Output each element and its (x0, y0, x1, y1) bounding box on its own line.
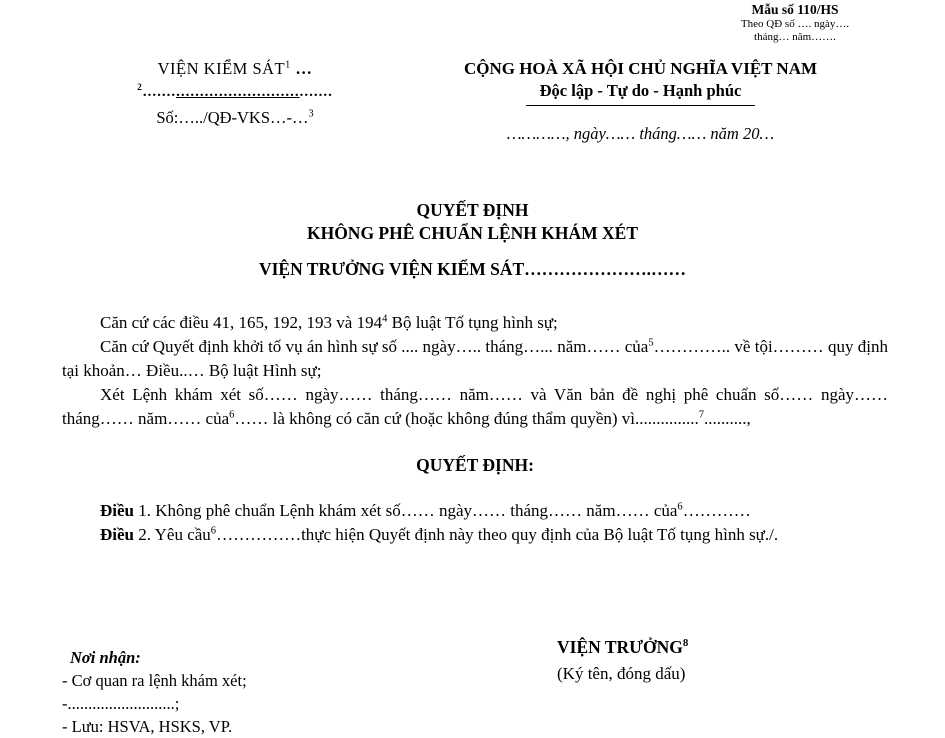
issuer-name-line (70, 57, 400, 81)
issuer-dots-underlined: .......................... (176, 84, 300, 100)
paragraph-consideration (62, 383, 888, 431)
article-2 (62, 523, 888, 547)
signature-instruction: (Ký tên, đóng dấu) (557, 664, 686, 683)
p1-text: Căn cứ các điều 41, 165, 192, 193 và 194 (100, 313, 383, 332)
footnote-ref-6b: 6 (677, 501, 683, 513)
recipient-item: -..........................; (62, 694, 180, 713)
signer-title: VIỆN TRƯỞNG (557, 637, 683, 657)
footnote-ref-5: 5 (648, 337, 654, 349)
signer-title-line (557, 635, 877, 659)
p3-text-mid: …… là không có căn cứ (hoặc không đúng thẩm quyền) vì............... (234, 409, 699, 428)
issuer-dots-left: ....... (142, 84, 177, 100)
p1-text-end: Bộ luật Tố tụng hình sự; (387, 313, 558, 332)
document-title (0, 199, 945, 245)
issuer-name: VIỆN KIỂM SÁT (157, 59, 286, 78)
footnote-ref-4: 4 (382, 313, 388, 325)
document-body (62, 311, 888, 547)
footnote-ref-6c: 6 (210, 525, 217, 537)
issuing-authority-line: VIỆN TRƯỞNG VIỆN KIỂM SÁT………………….…… (258, 259, 686, 279)
decision-section-heading: QUYẾT ĐỊNH: (416, 455, 534, 475)
p3-text: Xét Lệnh khám xét số…… ngày…… tháng…… năm…… và Văn bản đề nghị phê chuẩn số…… ngày…… tháng…… năm…… của (62, 385, 888, 428)
issuer-dots-right: ....... (299, 84, 333, 100)
p2-text-end: ………….. về tội……… quy định tại khoản… Điều..… Bộ luật Hình sự; (62, 337, 888, 380)
footnote-ref-2: 2 (137, 83, 143, 93)
paragraph-legal-basis-1 (62, 311, 888, 335)
national-motto: Độc lập - Tự do - Hạnh phúc (526, 80, 756, 106)
form-number: Mẫu số 110/HS (751, 2, 839, 17)
p3-text-end: .........., (704, 409, 751, 428)
recipient-item: - Lưu: HSVA, HSKS, VP. (62, 717, 233, 736)
issuer-name-dots: … (290, 59, 313, 78)
country-name: CỘNG HOÀ XÃ HỘI CHỦ NGHĨA VIỆT NAM (463, 59, 818, 78)
national-header (428, 58, 853, 145)
footnote-ref-1: 1 (285, 59, 291, 71)
document-number: Số:…../QĐ-VKS…-… (156, 108, 309, 127)
article-2-label: Điều (100, 525, 134, 544)
paragraph-legal-basis-2 (62, 335, 888, 383)
title-line1: QUYẾT ĐỊNH (416, 200, 529, 220)
article-1 (62, 499, 888, 523)
recipient-item: - Cơ quan ra lệnh khám xét; (62, 671, 247, 690)
footnote-ref-7: 7 (698, 409, 705, 421)
date-place-line: …………, ngày…… tháng…… năm 20… (506, 124, 775, 143)
document-number-line (70, 103, 400, 133)
article-2-text: 2. Yêu cầu (134, 525, 211, 544)
recipients-block (62, 646, 392, 738)
title-line2: KHÔNG PHÊ CHUẨN LỆNH KHÁM XÉT (306, 223, 639, 243)
form-ref-line3: tháng… năm……. (754, 31, 836, 43)
article-2-text-end: ……………thực hiện Quyết định này theo quy định của Bộ luật Tố tụng hình sự./. (216, 525, 779, 544)
footnote-ref-3: 3 (308, 108, 314, 120)
article-1-text: 1. Không phê chuẩn Lệnh khám xét số…… ngày…… tháng…… năm…… của (134, 501, 678, 520)
signature-block (557, 635, 877, 689)
issuer-block (70, 57, 400, 133)
recipients-label: Nơi nhận: (70, 648, 141, 667)
article-1-text-end: ………… (682, 501, 751, 520)
article-1-label: Điều (100, 501, 134, 520)
p2-text: Căn cứ Quyết định khởi tố vụ án hình sự số .... ngày….. tháng…... năm…… của (100, 337, 649, 356)
footnote-ref-6: 6 (229, 409, 235, 421)
form-ref-line2: Theo QĐ số …. ngày…. (740, 18, 850, 30)
footnote-ref-8: 8 (682, 637, 689, 650)
form-reference-box (675, 2, 915, 44)
issuer-dotted-line (70, 81, 400, 103)
